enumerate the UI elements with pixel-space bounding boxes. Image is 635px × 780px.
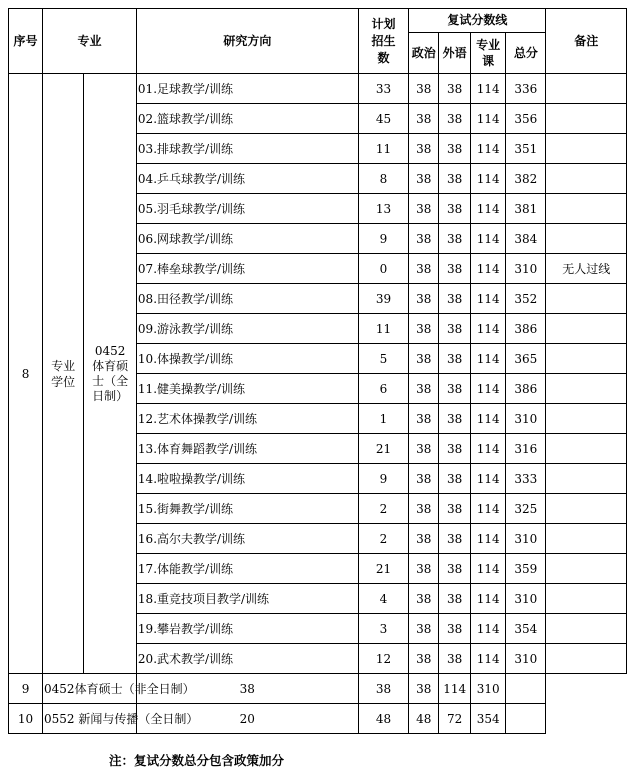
plan-cell: 38 [136,674,358,704]
direction-cell: 11.健美操教学/训练 [136,374,358,404]
specialty-cell: 114 [471,554,506,584]
politics-cell: 38 [409,74,439,104]
total-cell: 325 [506,494,546,524]
politics-cell: 38 [409,254,439,284]
plan-cell: 6 [358,374,409,404]
remark-cell [546,434,627,464]
plan-cell: 8 [358,164,409,194]
foreign-cell: 38 [439,194,471,224]
politics-cell: 38 [409,644,439,674]
specialty-cell: 114 [471,194,506,224]
direction-cell: 13.体育舞蹈教学/训练 [136,434,358,464]
specialty-cell: 114 [471,104,506,134]
specialty-cell: 114 [471,374,506,404]
plan-cell: 2 [358,494,409,524]
specialty-cell: 114 [471,524,506,554]
total-cell: 310 [506,584,546,614]
header-plan [358,9,409,74]
foreign-cell: 38 [439,164,471,194]
specialty-cell: 114 [471,404,506,434]
politics-cell: 38 [409,494,439,524]
foreign-cell: 38 [439,254,471,284]
remark-cell [546,164,627,194]
remark-cell [546,134,627,164]
remark-cell [546,584,627,614]
remark-cell [546,314,627,344]
direction-cell: 16.高尔夫教学/训练 [136,524,358,554]
foreign-cell: 38 [439,434,471,464]
total-cell: 310 [506,644,546,674]
header-seq: 序号 [9,9,43,74]
major-cell [84,74,137,674]
direction-cell: 09.游泳教学/训练 [136,314,358,344]
foreign-cell: 38 [439,374,471,404]
direction-cell: 01.足球教学/训练 [136,74,358,104]
total-cell: 316 [506,434,546,464]
remark-cell [546,104,627,134]
total-cell: 386 [506,314,546,344]
remark-cell [506,674,546,704]
table-row [9,704,627,734]
plan-cell: 9 [358,464,409,494]
plan-cell: 12 [358,644,409,674]
foreign-cell: 38 [439,314,471,344]
politics-cell: 38 [409,404,439,434]
remark-cell [546,614,627,644]
total-cell: 352 [506,284,546,314]
remark-cell [546,194,627,224]
foreign-cell: 38 [439,404,471,434]
score-table [8,8,627,734]
plan-cell: 21 [358,554,409,584]
plan-cell: 4 [358,584,409,614]
table-body [9,74,627,674]
direction-cell: 12.艺术体操教学/训练 [136,404,358,434]
direction-cell: 05.羽毛球教学/训练 [136,194,358,224]
foreign-cell: 38 [439,614,471,644]
header-specialty-label: 专业课 [476,38,501,68]
total-cell: 336 [506,74,546,104]
direction-cell: 14.啦啦操教学/训练 [136,464,358,494]
specialty-cell: 114 [471,644,506,674]
header-remark: 备注 [546,9,627,74]
direction-cell: 07.棒垒球教学/训练 [136,254,358,284]
remark-cell [546,74,627,104]
specialty-cell: 114 [471,464,506,494]
foreign-cell: 38 [439,554,471,584]
foreign-cell: 38 [439,284,471,314]
plan-cell: 1 [358,404,409,434]
politics-cell: 38 [409,194,439,224]
politics-cell: 38 [409,554,439,584]
specialty-cell: 114 [471,494,506,524]
direction-cell: 02.篮球教学/训练 [136,104,358,134]
direction-cell: 04.乒乓球教学/训练 [136,164,358,194]
direction-cell: 17.体能教学/训练 [136,554,358,584]
header-total: 总分 [506,33,546,74]
foreign-cell: 38 [439,344,471,374]
degree-type-cell [43,74,84,674]
plan-cell: 33 [358,74,409,104]
footnote: 注：复试分数总分包含政策加分 [109,753,285,768]
politics-cell: 38 [358,674,409,704]
total-cell: 310 [506,404,546,434]
foreign-cell: 38 [409,674,439,704]
header-plan-label: 计划招生数 [371,16,396,65]
direction-cell: 0552 新闻与传播（全日制） [43,704,137,734]
remark-cell [546,404,627,434]
table-row [9,74,627,104]
total-cell: 310 [506,524,546,554]
direction-cell: 18.重竞技项目教学/训练 [136,584,358,614]
foreign-cell: 48 [409,704,439,734]
remark-cell: 无人过线 [546,254,627,284]
total-cell: 333 [506,464,546,494]
plan-cell: 0 [358,254,409,284]
politics-cell: 38 [409,164,439,194]
seq-cell: 9 [9,674,43,704]
specialty-cell: 72 [439,704,471,734]
plan-cell: 13 [358,194,409,224]
plan-cell: 11 [358,134,409,164]
plan-cell: 45 [358,104,409,134]
direction-cell: 06.网球教学/训练 [136,224,358,254]
table-row [9,674,627,704]
specialty-cell: 114 [471,284,506,314]
politics-cell: 48 [358,704,409,734]
table-body-tail [9,674,627,734]
direction-cell: 15.街舞教学/训练 [136,494,358,524]
foreign-cell: 38 [439,74,471,104]
total-cell: 351 [506,134,546,164]
foreign-cell: 38 [439,494,471,524]
politics-cell: 38 [409,464,439,494]
direction-cell: 08.田径教学/训练 [136,284,358,314]
remark-cell [546,494,627,524]
politics-cell: 38 [409,524,439,554]
plan-cell: 20 [136,704,358,734]
plan-cell: 9 [358,224,409,254]
total-cell: 359 [506,554,546,584]
plan-cell: 5 [358,344,409,374]
specialty-cell: 114 [471,614,506,644]
total-cell: 382 [506,164,546,194]
remark-cell [546,464,627,494]
specialty-cell: 114 [439,674,471,704]
specialty-cell: 114 [471,434,506,464]
remark-cell [546,344,627,374]
remark-cell [546,644,627,674]
header-direction: 研究方向 [136,9,358,74]
remark-cell [506,704,546,734]
direction-cell: 20.武术教学/训练 [136,644,358,674]
seq-cell: 8 [9,74,43,674]
foreign-cell: 38 [439,464,471,494]
politics-cell: 38 [409,224,439,254]
total-cell: 365 [506,344,546,374]
politics-cell: 38 [409,314,439,344]
specialty-cell: 114 [471,314,506,344]
politics-cell: 38 [409,284,439,314]
direction-cell: 10.体操教学/训练 [136,344,358,374]
total-cell: 310 [471,674,506,704]
specialty-cell: 114 [471,74,506,104]
plan-cell: 11 [358,314,409,344]
direction-cell: 19.攀岩教学/训练 [136,614,358,644]
plan-cell: 39 [358,284,409,314]
direction-cell: 03.排球教学/训练 [136,134,358,164]
foreign-cell: 38 [439,134,471,164]
foreign-cell: 38 [439,644,471,674]
degree-type-label: 专业学位 [51,358,76,389]
major-label: 0452体育硕士（全日制） [92,343,129,403]
politics-cell: 38 [409,374,439,404]
specialty-cell: 114 [471,344,506,374]
total-cell: 386 [506,374,546,404]
specialty-cell: 114 [471,224,506,254]
total-cell: 381 [506,194,546,224]
foreign-cell: 38 [439,524,471,554]
plan-cell: 3 [358,614,409,644]
remark-cell [546,374,627,404]
politics-cell: 38 [409,344,439,374]
politics-cell: 38 [409,614,439,644]
header-specialty [471,33,506,74]
foreign-cell: 38 [439,224,471,254]
remark-cell [546,224,627,254]
total-cell: 356 [506,104,546,134]
specialty-cell: 114 [471,164,506,194]
politics-cell: 38 [409,104,439,134]
plan-cell: 2 [358,524,409,554]
specialty-cell: 114 [471,254,506,284]
politics-cell: 38 [409,134,439,164]
politics-cell: 38 [409,434,439,464]
total-cell: 354 [471,704,506,734]
remark-cell [546,284,627,314]
total-cell: 354 [506,614,546,644]
header-foreign: 外语 [439,33,471,74]
foreign-cell: 38 [439,104,471,134]
direction-cell: 0452体育硕士（非全日制） [43,674,137,704]
seq-cell: 10 [9,704,43,734]
header-major: 专业 [43,9,137,74]
foreign-cell: 38 [439,584,471,614]
plan-cell: 21 [358,434,409,464]
header-row-1 [9,9,627,33]
remark-cell [546,524,627,554]
header-retest-line: 复试分数线 [409,9,546,33]
header-politics: 政治 [409,33,439,74]
total-cell: 384 [506,224,546,254]
remark-cell [546,554,627,584]
total-cell: 310 [506,254,546,284]
specialty-cell: 114 [471,584,506,614]
politics-cell: 38 [409,584,439,614]
specialty-cell: 114 [471,134,506,164]
